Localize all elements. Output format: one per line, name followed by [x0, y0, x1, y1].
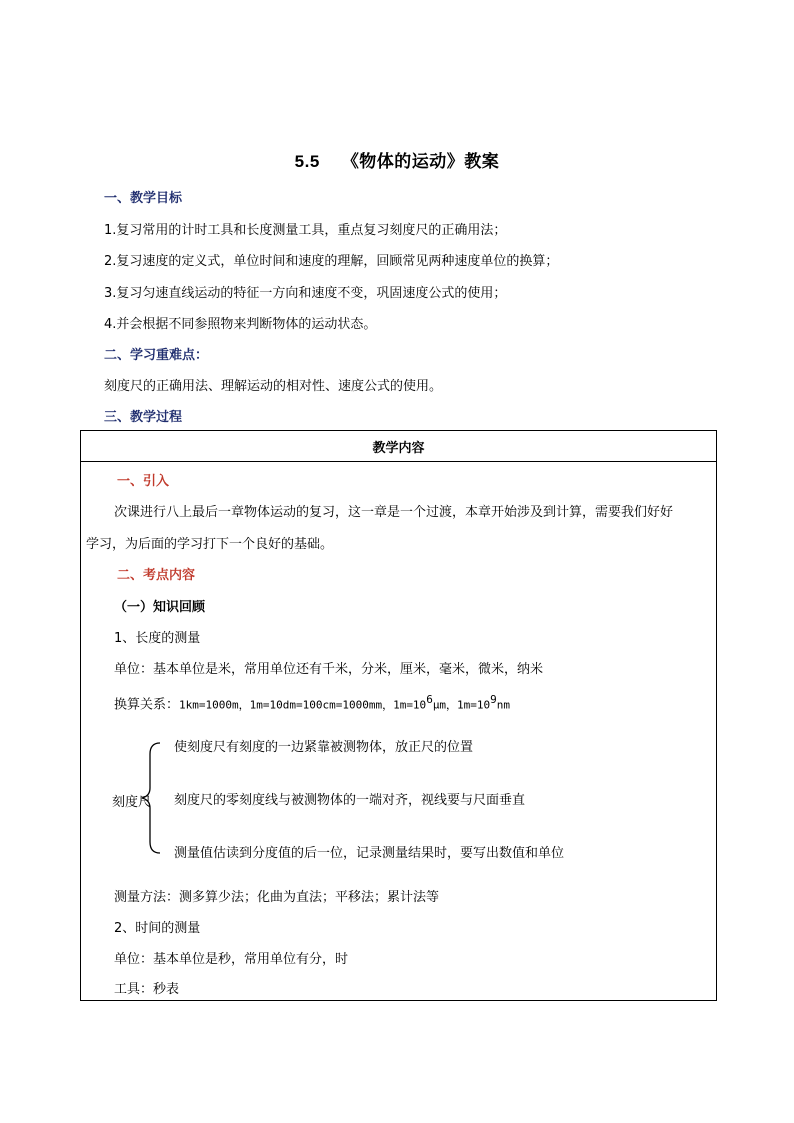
ruler-rule: 刻度尺的零刻度线与被测物体的一端对齐，视线要与尺面垂直 [174, 793, 526, 808]
goal-item: 2.复习速度的定义式，单位时间和速度的理解，回顾常见两种速度单位的换算； [104, 254, 559, 269]
conversion-label: 换算关系： [114, 697, 180, 713]
title-number: 5.5 [294, 152, 320, 171]
points-heading: 二、考点内容 [117, 568, 196, 583]
process-heading: 三、教学过程 [104, 410, 183, 425]
document-title [0, 147, 794, 172]
key-points-heading: 二、学习重难点： [104, 348, 209, 363]
length-title: 1、长度的测量 [114, 631, 201, 646]
conversion-part: nm [496, 698, 511, 712]
measurement-methods: 测量方法：测多算少法；化曲为直法；平移法；累计法等 [114, 890, 440, 905]
conversion-line [114, 693, 510, 712]
ruler-rule: 测量值估读到分度值的后一位，记录测量结果时，要写出数值和单位 [174, 846, 565, 861]
time-title: 2、时间的测量 [114, 921, 201, 936]
goal-item: 1.复习常用的计时工具和长度测量工具，重点复习刻度尺的正确用法； [104, 223, 507, 238]
tool-text: 工具：秒表 [114, 982, 180, 997]
intro-text-line: 次课进行八上最后一章物体运动的复习，这一章是一个过渡，本章开始涉及到计算，需要我们好好 [114, 505, 674, 520]
goal-item: 3.复习匀速直线运动的特征一方向和速度不变，巩固速度公式的使用； [104, 286, 507, 301]
conversion-part: μm，1m=10 [432, 698, 491, 712]
goal-item: 4.并会根据不同参照物来判断物体的运动状态。 [104, 317, 377, 332]
review-heading: （一）知识回顾 [114, 600, 206, 615]
intro-text-line: 学习，为后面的学习打下一个良好的基础。 [86, 537, 334, 552]
table-header: 教学内容 [372, 441, 425, 456]
goals-heading: 一、教学目标 [104, 191, 183, 206]
conversion-exponent: 6 [426, 693, 433, 706]
ruler-label: 刻度尺 [112, 795, 152, 810]
conversion-exponent: 9 [490, 693, 497, 706]
intro-heading: 一、引入 [117, 474, 170, 489]
title-text: 《物体的运动》教案 [341, 152, 500, 172]
key-points-text: 刻度尺的正确用法、理解运动的相对性、速度公式的使用。 [104, 379, 443, 394]
length-units: 单位：基本单位是米，常用单位还有千米，分米，厘米，毫米，微米，纳米 [114, 662, 544, 677]
ruler-rule: 使刻度尺有刻度的一边紧靠被测物体，放正尺的位置 [174, 740, 474, 755]
time-units: 单位：基本单位是秒，常用单位有分，时 [114, 952, 349, 967]
table-header-divider [80, 461, 717, 462]
conversion-part: 1km=1000m，1m=10dm=100cm=1000mm，1m=10 [179, 698, 427, 712]
